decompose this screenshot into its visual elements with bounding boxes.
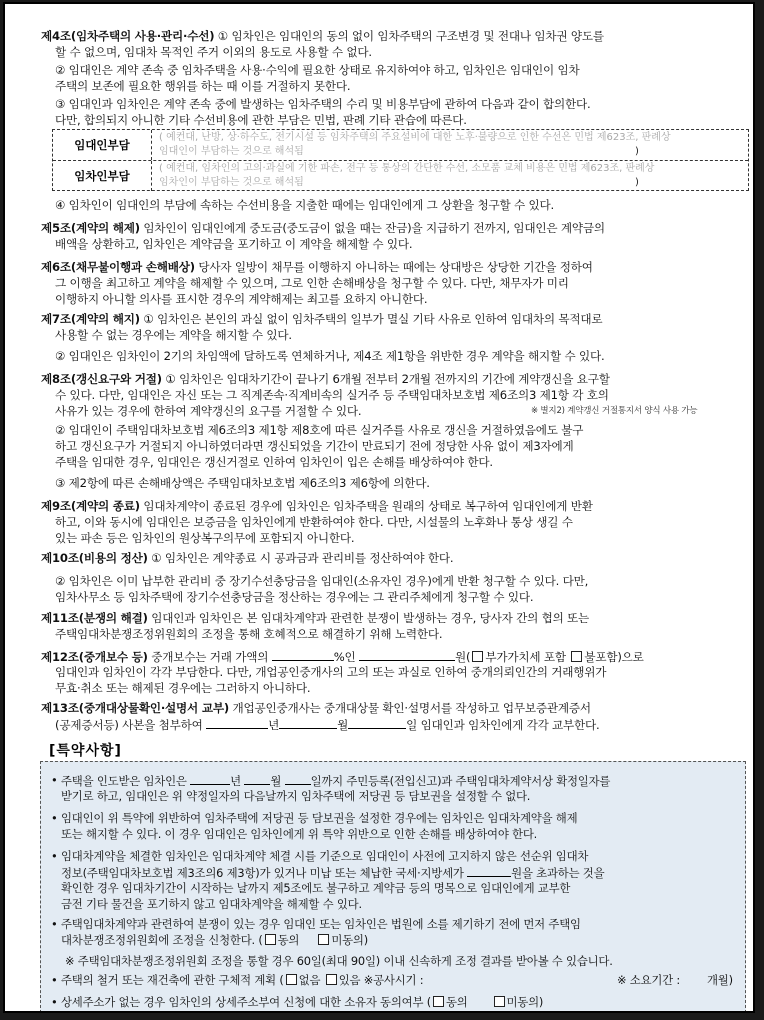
article-8-heading: 제8조(갱신요구와 거절) — [41, 372, 162, 386]
special-item-1-line-2: 받기로 하고, 임대인은 위 약정일자의 다음날까지 임차주택에 저당권 등 담보권을 설정할 수 없다. — [61, 789, 531, 803]
special-item-5 — [51, 972, 741, 988]
article-6-heading: 제6조(채무불이행과 손해배상) — [41, 260, 195, 274]
construction-period-label: ※ 소요기간 : — [617, 973, 681, 987]
special-item-3-line-2-tail: 원을 초과하는 것을 — [511, 866, 605, 880]
tax-arrears-amount-field[interactable] — [467, 864, 511, 877]
construction-start-label: ※공사시기 : — [363, 973, 424, 987]
vat-excluded-label: 불포함)으로 — [584, 650, 644, 664]
article-8-line-3 — [55, 403, 741, 419]
article-8-line-1 — [41, 371, 741, 387]
article-8-line-2: 수 있다. 다만, 임대인은 자신 또는 그 직계존속·직계비속의 실거주 등 주택임대차보호법 제6조의3 제1항 각 호의 — [55, 388, 609, 402]
construction-period-unit: 개월) — [707, 973, 733, 987]
special-item-6 — [51, 994, 741, 1010]
landlord-burden-label: 임대인부담 — [53, 130, 152, 160]
article-8-p3: ③ 제2항에 따른 손해배상액은 주택임대차보호법 제6조의3 제6항에 의한다. — [55, 476, 430, 490]
repair-cost-table — [52, 129, 749, 191]
special-terms-title: [특약사항] — [49, 743, 122, 759]
address-consent-agree-checkbox[interactable] — [433, 996, 444, 1007]
special-item-3-text: 임대차계약을 체결한 임차인은 임대차계약 체결 시를 기준으로 임대인이 사전에 고지하지 않은 선순위 임대차 — [61, 849, 589, 863]
article-9-line-2: 하고, 이와 동시에 임대인은 보증금을 임차인에게 반환하여야 한다. 다만, 시설물의 노후화나 통상 생길 수 — [55, 515, 573, 529]
article-7-line-2: 사용할 수 없는 경우에는 계약을 해지할 수 있다. — [55, 328, 292, 342]
address-consent-agree-label: 동의 — [445, 995, 468, 1009]
mediation-disagree-checkbox[interactable] — [318, 934, 329, 945]
special-item-3-line-2-text: 정보(주택임대차보호법 제3조의6 제3항)가 있거나 미납 또는 체납한 국세·지방세가 — [61, 866, 464, 880]
article-10-line-1 — [41, 550, 741, 566]
article-4-p3-line-2: 다만, 합의되지 아니한 기타 수선비용에 관한 부담은 민법, 판례 기타 관습에 따른다. — [55, 113, 467, 127]
article-11-heading: 제11조(분쟁의 해결) — [41, 611, 148, 625]
special-item-1-text: 주택을 인도받은 임차인은 — [61, 774, 187, 788]
article-8-p2-line-2: 하고 갱신요구가 거절되지 아니하였더라면 갱신되었을 기간이 만료되기 전에 정당한 사유 없이 제3자에게 — [55, 439, 574, 453]
tenant-burden-text[interactable] — [159, 162, 744, 190]
mediation-disagree-label: 미동의) — [331, 933, 368, 947]
demolition-yes-label: 있음 — [338, 973, 361, 987]
special-item-1-line-1 — [51, 772, 741, 789]
move-in-year-field[interactable] — [190, 772, 230, 785]
landlord-burden-row — [53, 130, 748, 160]
article-11-line-1 — [41, 610, 741, 626]
tenant-burden-label: 임차인부담 — [53, 161, 152, 191]
article-13-line-2 — [55, 716, 741, 733]
article-12-heading: 제12조(중개보수 등) — [41, 650, 148, 664]
article-8-note: ※ 별지2) 계약갱신 거절통지서 양식 사용 가능 — [531, 406, 698, 416]
article-7-p2: ② 임대인은 임차인이 2기의 차임액에 달하도록 연체하거나, 제4조 제1항을 위반한 경우 계약을 해지할 수 있다. — [55, 349, 605, 363]
article-8-p2-line-1: ② 임대인이 주택임대차보호법 제6조의3 제1항 제8호에 따른 실거주를 사유로 갱신을 거절하였음에도 불구 — [55, 423, 584, 437]
special-item-2-line-1 — [51, 810, 741, 826]
bullet-icon: • — [51, 849, 58, 863]
fee-amount-field[interactable] — [359, 648, 455, 661]
delivery-month-unit: 월 — [337, 718, 349, 732]
special-item-4-line-2 — [61, 932, 741, 948]
article-4-p4: ④ 임차인이 임대인의 부담에 속하는 수선비용을 지출한 때에는 임대인에게 그 상환을 청구할 수 있다. — [55, 198, 554, 212]
special-item-2-line-2: 또는 해지할 수 있다. 이 경우 임대인은 임차인에게 위 특약 위반으로 인한 손해를 배상하여야 한다. — [61, 827, 538, 841]
special-item-3-line-3: 확인한 경우 임대차기간이 시작하는 날까지 제5조에도 불구하고 계약금 등의 명목으로 임대인에게 교부한 — [61, 881, 571, 895]
bullet-icon: • — [51, 811, 58, 825]
article-11-line-2: 주택임대차분쟁조정위원회의 조정을 통해 호혜적으로 해결하기 위해 노력한다. — [55, 627, 443, 641]
demolition-yes-checkbox[interactable] — [326, 974, 337, 985]
tenant-burden-close: ) — [635, 177, 639, 188]
article-6-line-2: 그 이행을 최고하고 계약을 해제할 수 있으며, 그로 인한 손해배상을 청구할 수 있다. 다만, 채무자가 미리 — [55, 276, 569, 290]
special-item-3-line-2 — [61, 864, 741, 881]
landlord-burden-close: ) — [635, 146, 639, 157]
move-in-month-unit: 월 — [270, 774, 282, 788]
article-13-line-1 — [41, 700, 741, 716]
special-terms-box — [40, 761, 746, 1013]
article-5-heading: 제5조(계약의 해제) — [41, 221, 140, 235]
vat-included-label: 부가가치세 포함 — [485, 650, 566, 664]
special-item-2-text: 임대인이 위 특약에 위반하여 임차주택에 저당권 등 담보권을 설정한 경우에는 임차인은 임대차계약을 해제 — [61, 811, 578, 825]
article-12-line-1 — [41, 648, 741, 665]
article-5-line-1 — [41, 220, 741, 236]
mediation-note: ※ 주택임대차분쟁조정위원회 조정을 통할 경우 60일(최대 90일) 이내 신속하게 조정 결과를 받아볼 수 있습니다. — [65, 954, 613, 968]
article-7-line-1 — [41, 311, 741, 327]
special-item-4-line-1 — [51, 916, 741, 932]
delivery-day-field[interactable] — [348, 716, 406, 729]
article-8-text: ① 임차인은 임대차기간이 끝나기 6개월 전부터 2개월 전까지의 기간에 계약갱신을 요구할 — [161, 372, 610, 386]
vat-included-checkbox[interactable] — [472, 651, 483, 662]
article-4-text: ① 임차인은 임대인의 동의 없이 임차주택의 구조변경 및 전대나 임차권 양도를 — [214, 29, 604, 43]
landlord-burden-line-2: 임대인이 부담하는 것으로 해석됨 — [159, 146, 304, 157]
article-9-line-3: 있는 파손 등은 임차인의 원상복구의무에 포함되지 아니한다. — [55, 531, 355, 545]
article-6-line-3: 이행하지 아니할 의사를 표시한 경우의 계약해제는 최고를 요하지 아니한다. — [55, 292, 428, 306]
article-9-heading: 제9조(계약의 종료) — [41, 499, 140, 513]
article-4-p2-line-1: ② 임대인은 계약 존속 중 임차주택을 사용·수익에 필요한 상태로 유지하여야 하고, 임차인은 임대인이 임차 — [55, 63, 580, 77]
special-item-3-line-4: 금전 기타 물건을 포기하지 않고 임대차계약을 해제할 수 있다. — [61, 897, 362, 911]
lease-contract-page — [3, 2, 755, 1013]
article-12-line-3: 무효·취소 또는 해제된 경우에는 그러하지 아니하다. — [55, 681, 311, 695]
tenant-burden-row — [53, 160, 748, 191]
article-10-heading: 제10조(비용의 정산) — [41, 551, 148, 565]
move-in-year-unit: 년 — [230, 774, 241, 788]
article-13-line-2-text: (공제증서등) 사본을 첨부하여 — [55, 718, 203, 732]
bullet-icon: • — [51, 773, 58, 787]
landlord-burden-line-1: ( 예컨대, 난방, 상·하수도, 전기시설 등 임차주택의 주요설비에 대한 노후·불량으로 인한 수선은 민법 제623조, 판례상 — [159, 132, 671, 143]
move-in-day-field[interactable] — [285, 772, 311, 785]
special-item-4-line-2-text: 대차분쟁조정위원회에 조정을 신청한다. ( — [61, 933, 263, 947]
mediation-agree-checkbox[interactable] — [265, 934, 276, 945]
special-item-6-text: 상세주소가 없는 경우 임차인의 상세주소부여 신청에 대한 소유자 동의여부 ( — [61, 995, 431, 1009]
demolition-none-checkbox[interactable] — [286, 974, 297, 985]
landlord-burden-text[interactable] — [159, 131, 744, 159]
fee-rate-unit: %인 — [333, 650, 356, 664]
article-10-p2-line-2: 임차사무소 등 임차주택에 장기수선충당금을 정산하는 경우에는 그 관리주체에게 청구할 수 있다. — [55, 590, 534, 604]
article-5-line-2: 배액을 상환하고, 임차인은 계약금을 포기하고 이 계약을 해제할 수 있다. — [55, 237, 413, 251]
article-7-text: ① 임차인은 본인의 과실 없이 임차주택의 일부가 멸실 기타 사유로 인하여 임대차의 목적대로 — [139, 312, 603, 326]
demolition-none-label: 없음 — [298, 973, 321, 987]
bullet-icon: • — [51, 995, 58, 1009]
article-4-heading: 제4조(임차주택의 사용·관리·수선) — [41, 29, 215, 43]
article-6-text: 당사자 일방이 채무를 이행하지 아니하는 때에는 상대방은 상당한 기간을 정하여 — [194, 260, 593, 274]
fee-amount-unit: 원( — [455, 650, 471, 664]
article-10-p2-line-1: ② 임차인은 이미 납부한 관리비 중 장기수선충당금을 임대인(소유자인 경우)에게 반환 청구할 수 있다. 다만, — [55, 574, 589, 588]
tenant-burden-line-1: ( 예컨대, 임차인의 고의·과실에 기한 파손, 전구 등 통상의 간단한 수선, 소모품 교체 비용은 민법 제623조, 판례상 — [159, 163, 655, 174]
article-12-text: 중개보수는 거래 가액의 — [147, 650, 269, 664]
delivery-year-field[interactable] — [206, 716, 268, 729]
article-4-line-1 — [41, 28, 727, 44]
article-8-p2-line-3: 주택을 임대한 경우, 임대인은 갱신거절로 인하여 임차인이 입은 손해를 배상하여야 한다. — [55, 455, 493, 469]
delivery-year-unit: 년 — [268, 718, 280, 732]
article-7-heading: 제7조(계약의 해지) — [41, 312, 140, 326]
article-4-p3-line-1: ③ 임대인과 임차인은 계약 존속 중에 발생하는 임차주택의 수리 및 비용부담에 관하여 다음과 같이 합의한다. — [55, 97, 591, 111]
article-4-p2-line-2: 주택의 보존에 필요한 행위를 하는 때 이를 거절하지 못한다. — [55, 79, 351, 93]
bullet-icon: • — [51, 973, 58, 987]
address-consent-disagree-checkbox[interactable] — [494, 996, 505, 1007]
article-10-text: ① 임차인은 계약종료 시 공과금과 관리비를 정산하여야 한다. — [147, 551, 454, 565]
article-4-line-2: 할 수 없으며, 임대차 목적인 주거 이외의 용도로 사용할 수 없다. — [55, 45, 372, 59]
vat-excluded-checkbox[interactable] — [571, 651, 582, 662]
article-6-line-1 — [41, 259, 741, 275]
address-consent-disagree-label: 미동의) — [506, 995, 544, 1009]
article-11-text: 임대인과 임차인은 본 임대차계약과 관련한 분쟁이 발생하는 경우, 당사자 간의 협의 또는 — [147, 611, 590, 625]
article-8-line-3-text: 사유가 있는 경우에 한하여 계약갱신의 요구를 거절할 수 있다. — [55, 404, 362, 418]
delivery-day-text: 일 임대인과 임차인에게 각각 교부한다. — [406, 718, 600, 732]
bullet-icon: • — [51, 917, 58, 931]
special-item-3-line-1 — [51, 848, 741, 864]
article-13-text: 개업공인중개사는 중개대상물 확인·설명서를 작성하고 업무보증관계증서 — [228, 701, 591, 715]
special-item-4-text: 주택임대차계약과 관련하여 분쟁이 있는 경우 임대인 또는 임차인은 법원에 소를 제기하기 전에 먼저 주택임 — [61, 917, 581, 931]
article-12-line-2: 임대인과 임차인이 각각 부담한다. 다만, 개업공인중개사의 고의 또는 과실로 인하여 중개의뢰인간의 거래행위가 — [55, 665, 607, 679]
tenant-burden-line-2: 임차인이 부담하는 것으로 해석됨 — [159, 177, 304, 188]
article-9-line-1 — [41, 498, 741, 514]
special-item-5-text: 주택의 철거 또는 재건축에 관한 구체적 계획 ( — [61, 973, 284, 987]
fee-rate-field[interactable] — [272, 648, 334, 661]
article-5-text: 임차인이 임대인에게 중도금(중도금이 없을 때는 잔금)을 지급하기 전까지, 임대인은 계약금의 — [139, 221, 605, 235]
special-item-1-text-b: 일까지 주민등록(전입신고)과 주택임대차계약서상 확정일자를 — [310, 774, 611, 788]
article-13-heading: 제13조(중개대상물확인·설명서 교부) — [41, 701, 229, 715]
mediation-agree-label: 동의 — [277, 933, 300, 947]
article-9-text: 임대차계약이 종료된 경우에 임차인은 임차주택을 원래의 상태로 복구하여 임대인에게 반환 — [139, 499, 593, 513]
delivery-month-field[interactable] — [279, 716, 337, 729]
move-in-month-field[interactable] — [244, 772, 270, 785]
